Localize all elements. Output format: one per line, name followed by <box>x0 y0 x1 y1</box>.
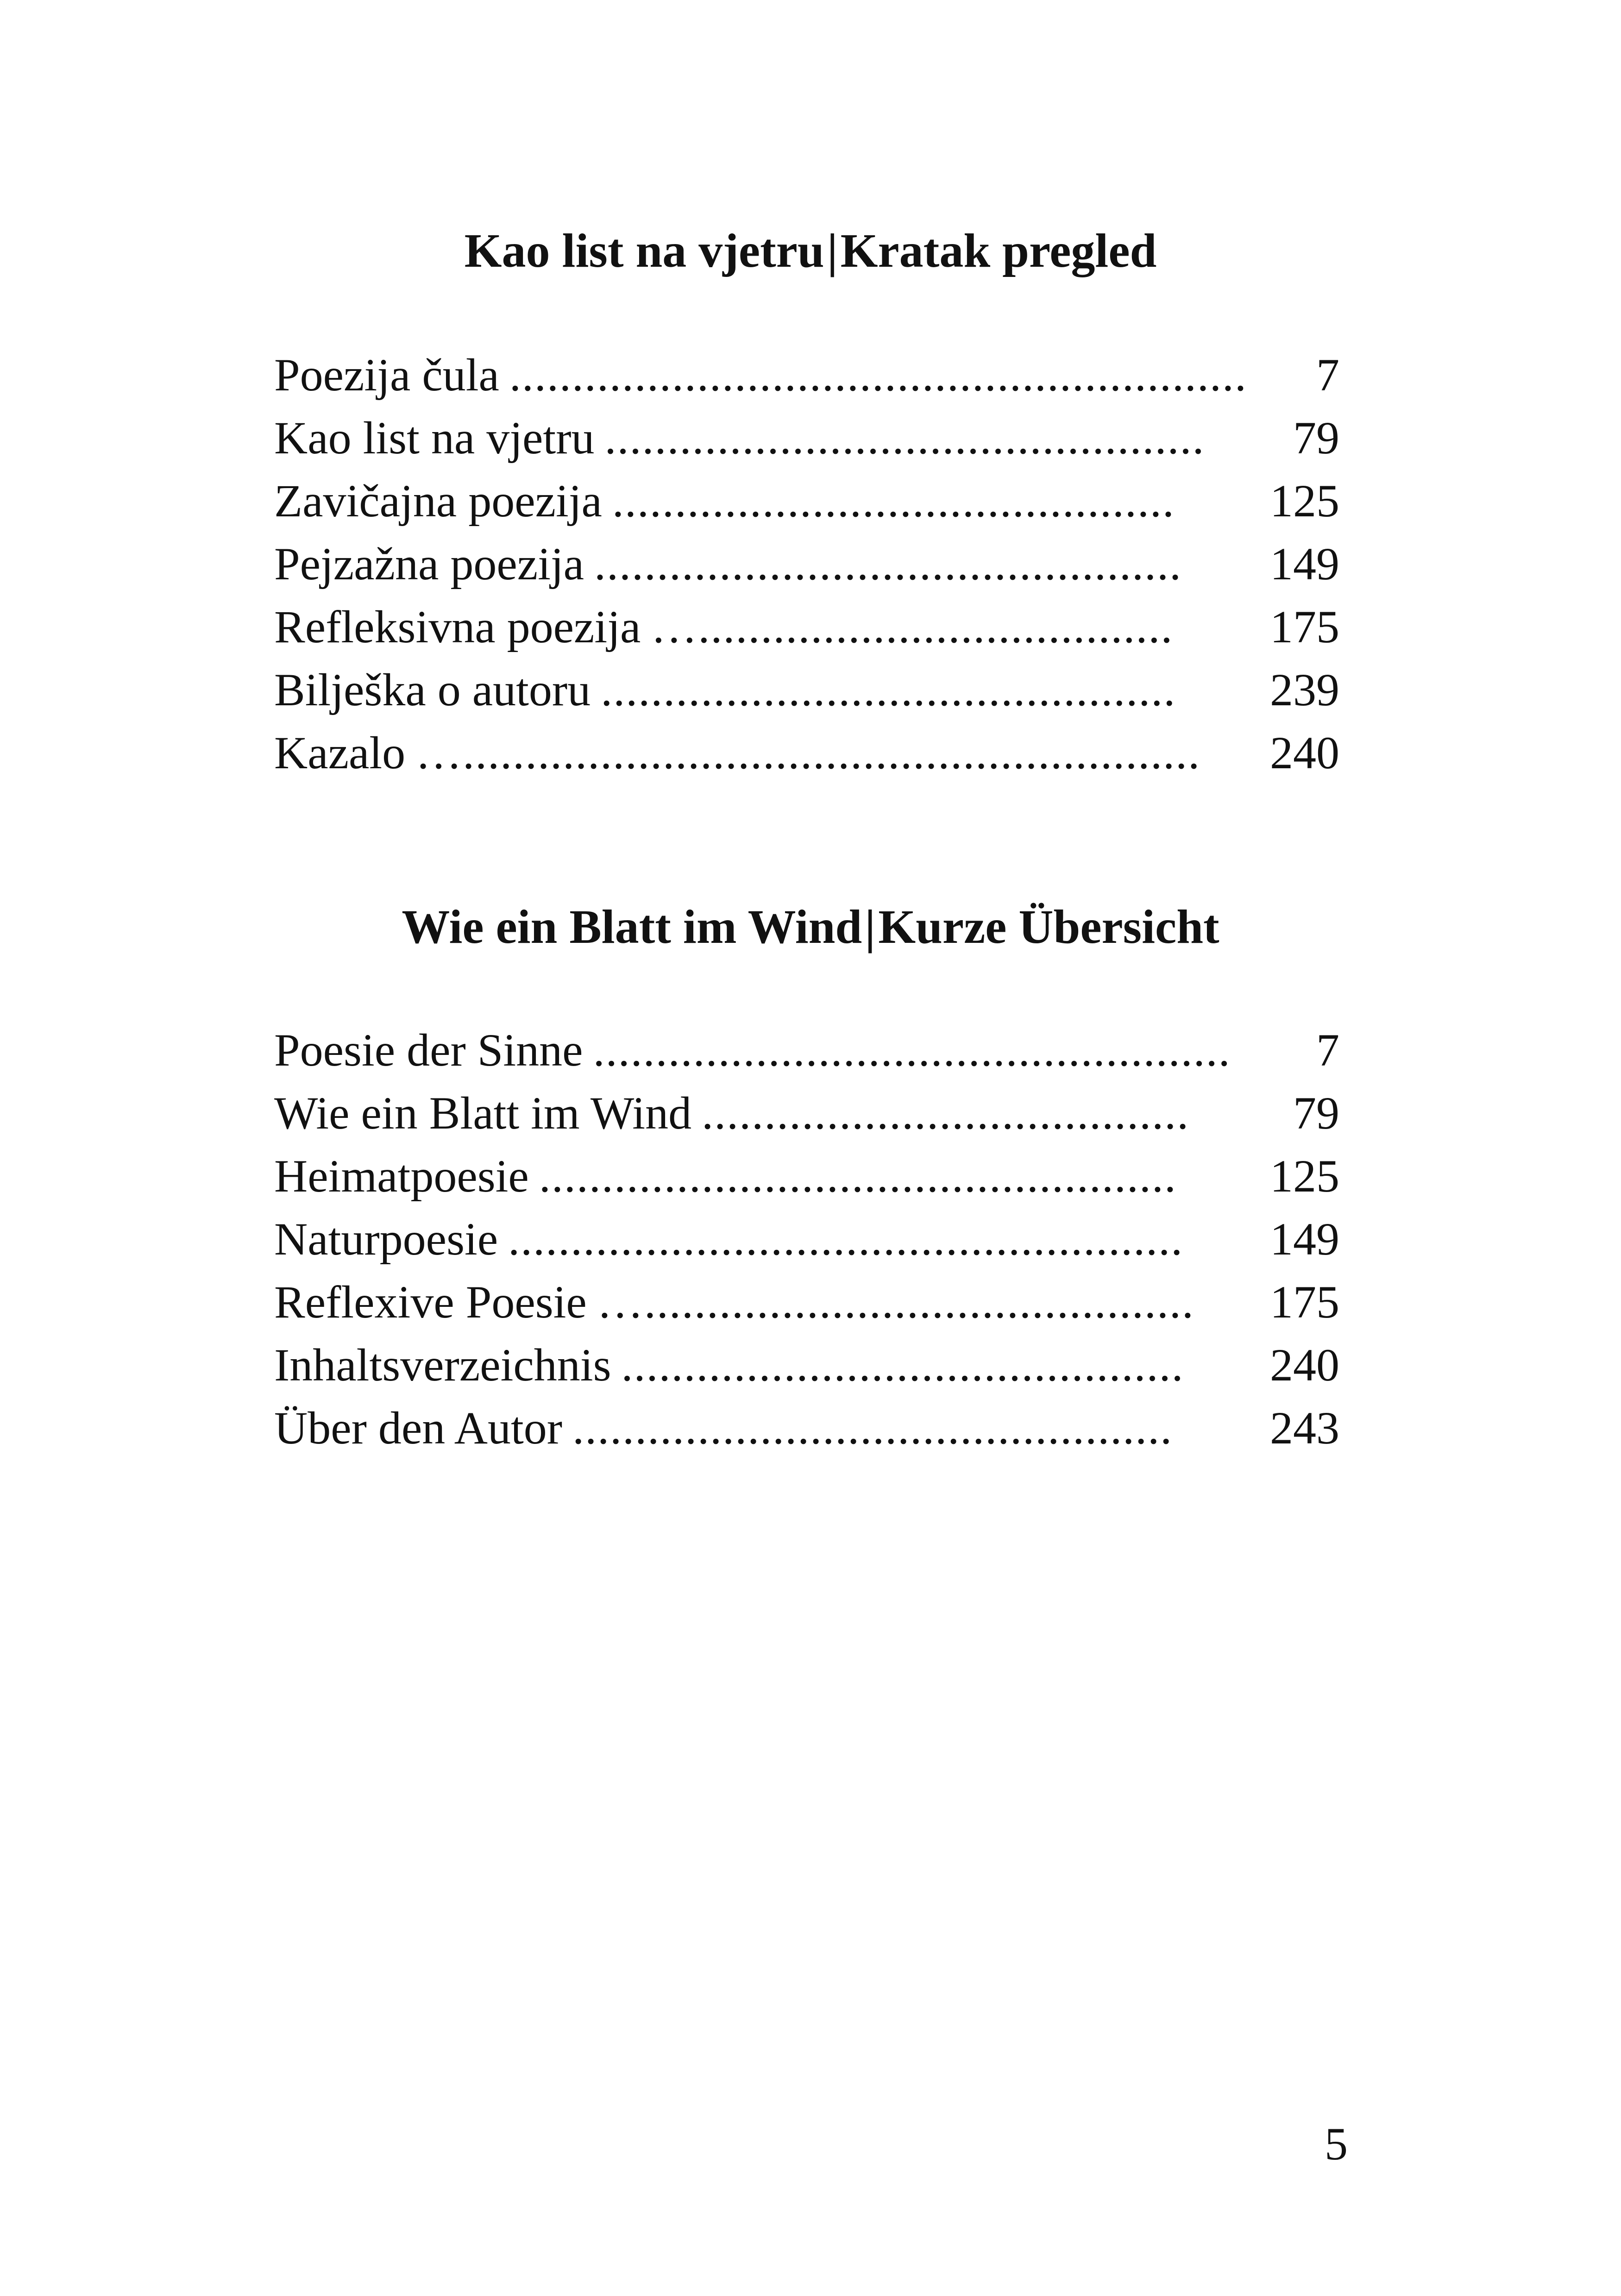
toc-leader: …........................................................... <box>415 727 1201 778</box>
toc-entry-label: Kazalo <box>274 727 406 778</box>
toc-entry-label: Inhaltsverzeichnis <box>274 1339 611 1391</box>
page-number: 5 <box>1325 2118 1348 2170</box>
toc-entry-page: 79 <box>1293 1087 1339 1139</box>
toc-entry-page: 240 <box>1270 1339 1339 1391</box>
toc-entry-page: 240 <box>1270 727 1339 778</box>
toc-entry[interactable] <box>274 533 1339 596</box>
toc-entry[interactable] <box>274 659 1339 721</box>
section2-title-separator: | <box>865 900 876 954</box>
toc-entry[interactable] <box>274 596 1339 659</box>
toc-entry-label: Zavičajna poezija <box>274 475 602 527</box>
toc-entry[interactable] <box>274 1271 1339 1334</box>
toc-entry-page: 79 <box>1293 412 1339 464</box>
toc-leader: ....................................... <box>702 1087 1190 1139</box>
toc-leader: ............................................. <box>612 475 1175 527</box>
toc-entry-page: 239 <box>1270 664 1339 715</box>
section1-title <box>0 224 1621 277</box>
toc-entry-label: Wie ein Blatt im Wind <box>274 1087 692 1139</box>
toc-entry-label: Poesie der Sinne <box>274 1024 583 1076</box>
toc-leader: .............................................. <box>601 664 1176 715</box>
toc-entry-page: 149 <box>1270 538 1339 590</box>
toc-leader: ................................................... <box>593 1024 1231 1076</box>
toc-leader: ................................................... <box>539 1150 1177 1202</box>
toc-entry[interactable] <box>274 1334 1339 1397</box>
toc-entry-page: 175 <box>1270 601 1339 652</box>
toc-entry[interactable] <box>274 407 1339 470</box>
toc-entry-page: 125 <box>1270 475 1339 527</box>
toc-leader: ............................................... <box>594 538 1182 590</box>
toc-entry-page: 243 <box>1270 1402 1339 1454</box>
toc-leader: …...................................... <box>651 601 1174 652</box>
toc-entry[interactable] <box>274 344 1339 407</box>
toc-leader: …............................................ <box>597 1276 1194 1328</box>
toc-entry[interactable] <box>274 1145 1339 1208</box>
section1-toc <box>274 344 1339 784</box>
section2-title <box>0 900 1621 954</box>
toc-leader: ............................................. <box>621 1339 1184 1391</box>
toc-entry[interactable] <box>274 721 1339 784</box>
toc-entry-page: 149 <box>1270 1213 1339 1265</box>
toc-entry-label: Reflexive Poesie <box>274 1276 587 1328</box>
toc-entry-label: Bilješka o autoru <box>274 664 591 715</box>
toc-entry[interactable] <box>274 470 1339 533</box>
toc-entry-label: Über den Autor <box>274 1402 563 1454</box>
section2-title-left: Wie ein Blatt im Wind <box>402 900 862 954</box>
toc-leader: ................................................ <box>572 1402 1173 1454</box>
toc-entry-page: 7 <box>1316 349 1339 401</box>
section1-title-left: Kao list na vjetru <box>464 224 824 277</box>
toc-leader: ........................................................... <box>509 349 1247 401</box>
toc-entry-label: Refleksivna poezija <box>274 601 641 652</box>
toc-entry-label: Kao list na vjetru <box>274 412 595 464</box>
toc-entry[interactable] <box>274 1082 1339 1145</box>
section1-title-right: Kratak pregled <box>840 224 1157 277</box>
section2-toc <box>274 1019 1339 1460</box>
toc-entry[interactable] <box>274 1208 1339 1271</box>
toc-entry-label: Heimatpoesie <box>274 1150 529 1202</box>
toc-entry-label: Poezija čula <box>274 349 499 401</box>
toc-entry-label: Pejzažna poezija <box>274 538 584 590</box>
section2-title-right: Kurze Übersicht <box>878 900 1219 954</box>
toc-leader: ...................................................... <box>508 1213 1184 1265</box>
toc-leader: ................................................ <box>604 412 1205 464</box>
toc-entry-page: 7 <box>1316 1024 1339 1076</box>
toc-entry-page: 175 <box>1270 1276 1339 1328</box>
toc-entry[interactable] <box>274 1397 1339 1460</box>
toc-entry-label: Naturpoesie <box>274 1213 498 1265</box>
toc-entry-page: 125 <box>1270 1150 1339 1202</box>
toc-entry[interactable] <box>274 1019 1339 1082</box>
section1-title-separator: | <box>827 224 838 277</box>
